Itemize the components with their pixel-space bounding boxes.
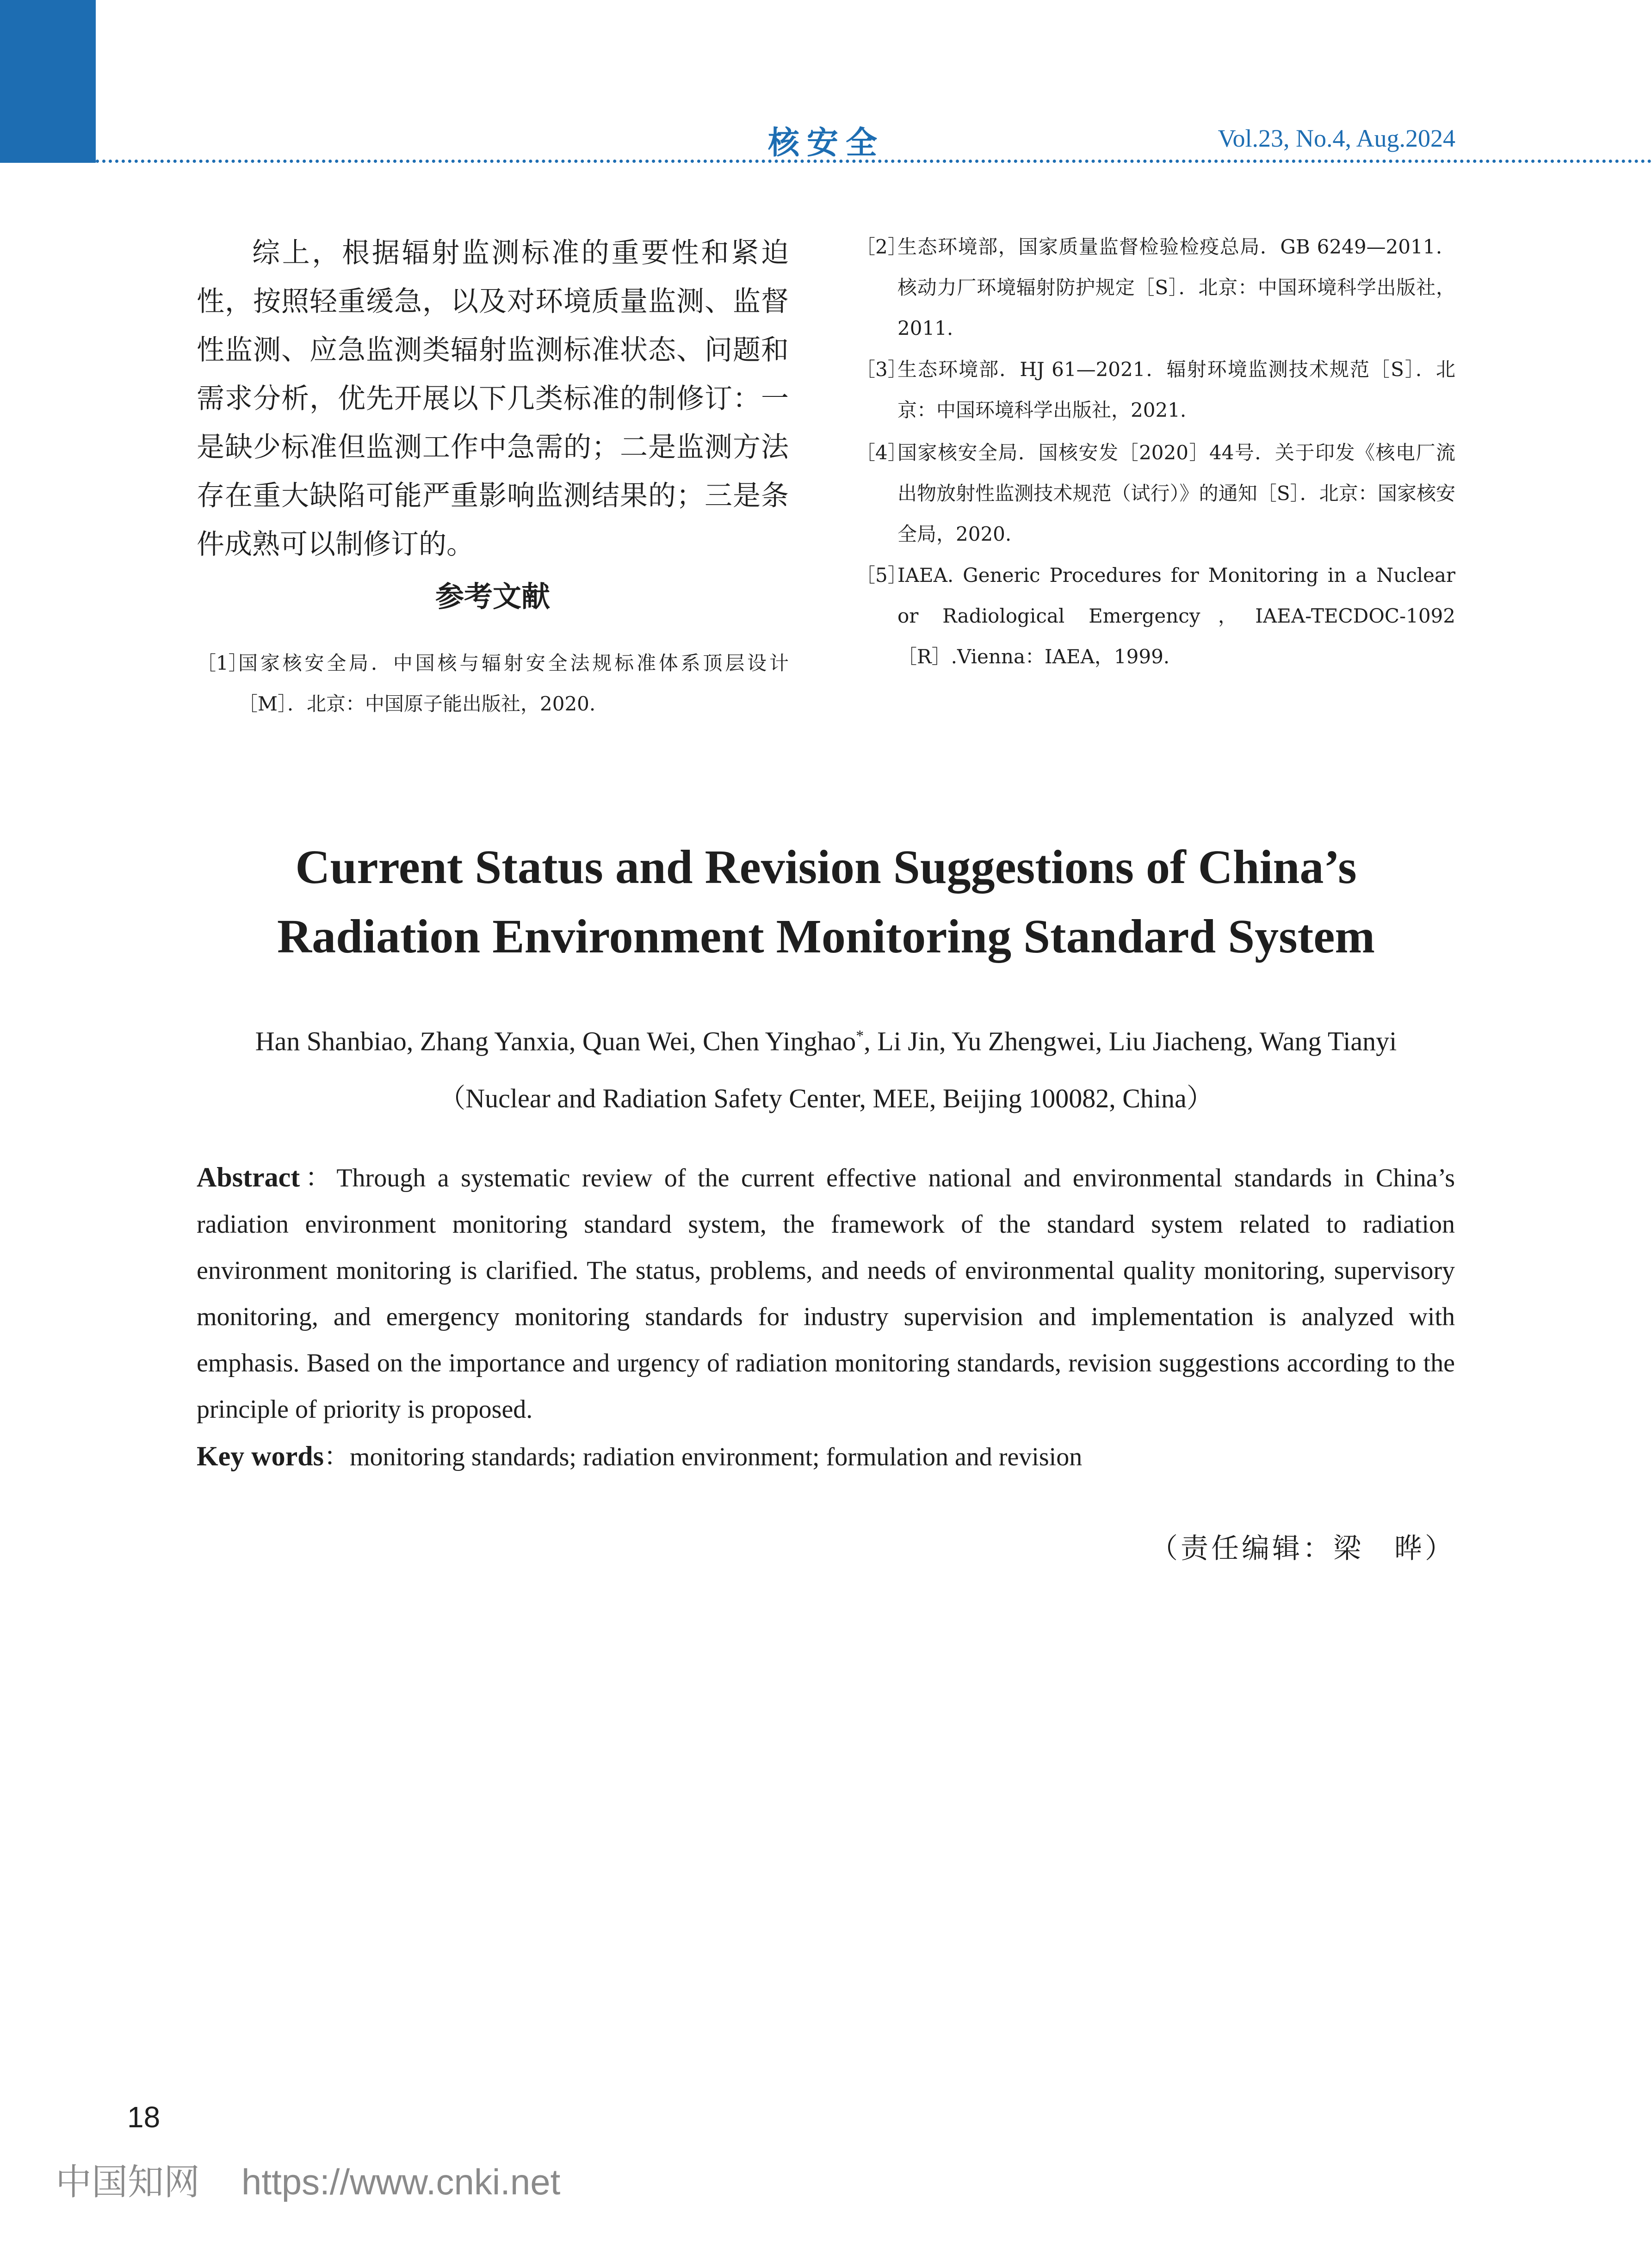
abstract-text: Through a systematic review of the current effective national and environmental standards in China’s radiation environment monitoring standard system, the framework of the standard system related to radiation environment monitoring is clarified. The status, problems, and needs of environmental quality monitoring, supervisory monitoring, and emergency monitoring standards for industry supervision and implementation is analyzed with emphasis. Based on the importance and urgency of radiation monitoring standards, revision suggestions according to the principle of priority is proposed.: [197, 1164, 1455, 1424]
abstract-label: Abstract: [197, 1162, 300, 1192]
journal-volume: Vol.23, No.4, Aug.2024: [1218, 124, 1455, 152]
affiliation: （Nuclear and Radiation Safety Center, MEE, Beijing 100082, China）: [439, 1083, 1213, 1113]
watermark-url: https://www.cnki.net: [241, 2162, 561, 2202]
reference-number: ［2］: [856, 235, 907, 258]
editor-note: （责任编辑：梁 晔）: [1150, 1532, 1455, 1565]
body-paragraph: 综上，根据辐射监测标准的重要性和紧迫性，按照轻重缓急，以及对环境质量监测、监督性监测、应急监测类辐射监测标准状态、问题和需求分析，优先开展以下几类标准的制修订：一是缺少标准但监测工作中急需的；二是监测方法存在重大缺陷可能严重影响监测结果的；三是条件成熟可以制修订的。: [197, 237, 789, 561]
reference-text: 生态环境部，国家质量监督检验检疫总局．GB 6249—2011．核动力厂环境辐射防护规定［S］．北京：中国环境科学出版社，2011.: [897, 235, 1455, 340]
english-title: [139, 833, 1513, 971]
english-title-line2: Radiation Environment Monitoring Standard System: [277, 910, 1375, 963]
reference-text: 国家核安全局．中国核与辐射安全法规标准体系顶层设计［M］．北京：中国原子能出版社，2020.: [238, 652, 789, 715]
author-list: [139, 1018, 1513, 1060]
reference-number: ［1］: [197, 652, 248, 674]
reference-number: ［4］: [856, 441, 907, 464]
reference-item: [856, 227, 1455, 349]
reference-text: 国家核安全局．国核安发［2020］44号．关于印发《核电厂流出物放射性监测技术规范（试行）》的通知［S］．北京：国家核安全局，2020.: [897, 441, 1455, 545]
reference-item: [856, 432, 1455, 555]
page-number: 18: [127, 2100, 161, 2134]
watermark-name: 中国知网: [56, 2162, 200, 2202]
reference-number: ［5］: [856, 564, 907, 587]
reference-item: [856, 555, 1455, 677]
keywords-text: monitoring standards; radiation environment; formulation and revision: [349, 1443, 1083, 1471]
header-color-tab: [0, 0, 96, 163]
journal-name: 核安全: [768, 124, 885, 161]
reference-text: IAEA. Generic Procedures for Monitoring in a Nuclear or Radiological Emergency，IAEA-TECDOC-1092［R］.Vienna：IAEA，1999.: [897, 564, 1455, 668]
corresponding-author-mark: *: [856, 1027, 864, 1044]
reference-item: [856, 349, 1455, 431]
keywords-label: Key words: [197, 1441, 324, 1471]
reference-number: ［3］: [856, 358, 907, 381]
authors-before: Han Shanbiao, Zhang Yanxia, Quan Wei, Chen Yinghao: [255, 1026, 856, 1056]
cnki-watermark: [56, 2153, 560, 2205]
keywords-separator: ：: [323, 1443, 350, 1471]
reference-item: [197, 643, 789, 724]
abstract: [197, 1154, 1455, 1433]
english-title-line1: Current Status and Revision Suggestions of China’s: [295, 840, 1357, 894]
reference-text: 生态环境部．HJ 61—2021．辐射环境监测技术规范［S］．北京：中国环境科学出版社，2021.: [897, 358, 1455, 421]
abstract-separator: ：: [300, 1164, 337, 1192]
keywords: [197, 1433, 1455, 1480]
authors-after: , Li Jin, Yu Zhengwei, Liu Jiacheng, Wang Tianyi: [864, 1026, 1397, 1056]
references-heading: 参考文献: [435, 580, 550, 613]
